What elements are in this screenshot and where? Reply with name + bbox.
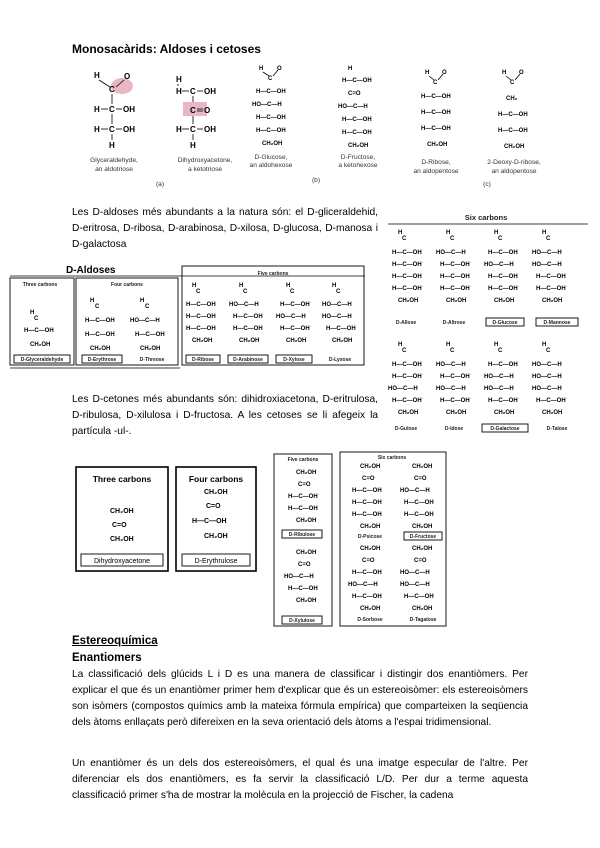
svg-text:C=O: C=O (362, 558, 375, 564)
svg-text:H—C—OH: H—C—OH (352, 512, 382, 518)
svg-text:HO—C—H: HO—C—H (322, 302, 352, 308)
fructose-caption: D-Fructose, (340, 154, 376, 161)
svg-text:C: C (109, 105, 115, 114)
svg-text:H—C—OH: H—C—OH (421, 94, 451, 100)
svg-text:CH₂OH: CH₂OH (296, 518, 317, 524)
svg-text:OH: OH (123, 125, 135, 134)
glucose-subcaption: an aldohexose (249, 162, 293, 169)
svg-text:H: H (176, 87, 182, 96)
svg-text:H—C—OH: H—C—OH (186, 302, 216, 308)
svg-text:C: C (510, 80, 515, 86)
figure-d-ketoses (72, 450, 462, 635)
svg-text:HO—C—H: HO—C—H (436, 386, 466, 392)
svg-text:H—C—OH: H—C—OH (392, 362, 422, 368)
svg-text:H: H (502, 70, 507, 76)
aldose-name-gulose: D-Gulose (394, 426, 418, 432)
figure-d-aldoses (10, 262, 370, 372)
svg-text:HO—C—H: HO—C—H (400, 570, 430, 576)
ketose-name-sorbose: D-Sorbose (357, 617, 383, 623)
svg-text:CH₂OH: CH₂OH (446, 298, 467, 304)
svg-text:CH₂OH: CH₂OH (360, 524, 381, 530)
aldose-name-erythrose: D-Erythrose (87, 357, 117, 363)
svg-text:C: C (402, 236, 407, 242)
aldose-name-talose: D-Talose (546, 426, 568, 432)
svg-text:CH₂OH: CH₂OH (412, 606, 433, 612)
aldose-name-altrose: D-Altrose (442, 320, 466, 326)
svg-text:CH₂OH: CH₂OH (360, 546, 381, 552)
svg-text:C=O: C=O (206, 503, 221, 510)
svg-text:H: H (239, 283, 244, 289)
svg-text:CH₂OH: CH₂OH (446, 410, 467, 416)
svg-text:CH₂OH: CH₂OH (110, 536, 134, 543)
svg-text:HO—C—H: HO—C—H (436, 362, 466, 368)
svg-text:H—C—OH: H—C—OH (536, 286, 566, 292)
svg-text:C: C (196, 289, 201, 295)
svg-text:H—C—OH: H—C—OH (342, 130, 372, 136)
svg-text:H—C—OH: H—C—OH (488, 274, 518, 280)
paragraph-aldoses: Les D-aldoses més abundants a la natura són: el D-gliceraldehid, D-eritrosa, D-ribosa, D-arabinosa, D-xilosa, D-glucosa, D-manosa i D-galactosa (72, 207, 378, 250)
svg-text:H—C—OH: H—C—OH (85, 318, 115, 324)
svg-text:H—C—OH: H—C—OH (186, 314, 216, 320)
svg-text:HO—C—H: HO—C—H (252, 102, 282, 108)
svg-text:CH₂OH: CH₂OH (412, 546, 433, 552)
svg-text:H—C—OH: H—C—OH (326, 326, 356, 332)
svg-text:HO—C—H: HO—C—H (322, 314, 352, 320)
svg-text:O: O (519, 70, 524, 76)
svg-text:H: H (425, 70, 430, 76)
svg-text:C: C (402, 348, 407, 354)
svg-text:C: C (268, 76, 273, 82)
svg-text:CH₂OH: CH₂OH (286, 338, 307, 344)
svg-text:CH₂: CH₂ (506, 96, 518, 102)
svg-text:H—C—OH: H—C—OH (352, 488, 382, 494)
svg-text:H: H (494, 342, 499, 348)
aldose-name-arabinose: D-Arabinose (233, 357, 263, 363)
fructose-subcaption: a ketohexose (338, 162, 378, 169)
svg-text:H—C—OH: H—C—OH (288, 586, 318, 592)
svg-text:H: H (259, 66, 264, 72)
svg-text:H—C—OH: H—C—OH (404, 512, 434, 518)
svg-text:H: H (176, 75, 182, 84)
glucose-structure (252, 66, 286, 147)
ketoses-three-title: Three carbons (92, 474, 152, 484)
ribose-subcaption: an aldopentose (413, 168, 459, 175)
svg-text:C: C (243, 289, 248, 295)
svg-text:H—C—OH: H—C—OH (186, 326, 216, 332)
svg-text:CH₂OH: CH₂OH (360, 606, 381, 612)
svg-text:H—C—OH: H—C—OH (256, 89, 286, 95)
svg-text:C: C (290, 289, 295, 295)
svg-text:H: H (192, 283, 197, 289)
svg-text:H: H (109, 141, 115, 150)
aldoses-five-title: Five carbons (257, 271, 289, 277)
svg-text:H—C—OH: H—C—OH (392, 374, 422, 380)
svg-text:H—C—OH: H—C—OH (352, 570, 382, 576)
aldose-name-ribose: D-Ribose (192, 357, 214, 363)
aldose-name-glyceraldehyde: D-Glyceraldehyde (20, 357, 64, 363)
figure-six-carbon-aldoses (388, 210, 588, 440)
svg-text:CH₂OH: CH₂OH (192, 338, 213, 344)
svg-text:C: C (109, 85, 115, 94)
svg-text:H—C—OH: H—C—OH (440, 374, 470, 380)
svg-text:H: H (542, 342, 547, 348)
svg-text:OH: OH (204, 125, 216, 134)
svg-text:H—C—OH: H—C—OH (342, 78, 372, 84)
svg-text:H: H (286, 283, 291, 289)
ketose-name-psicose: D-Psicose (357, 534, 383, 540)
svg-text:C=O: C=O (414, 476, 427, 482)
ketose-name-tagatose: D-Tagatose (409, 617, 437, 623)
svg-text:C: C (95, 304, 100, 310)
svg-text:OH: OH (204, 87, 216, 96)
svg-text:C: C (450, 348, 455, 354)
svg-text:HO—C—H: HO—C—H (400, 488, 430, 494)
svg-text:C=O: C=O (414, 558, 427, 564)
svg-text:HO—C—H: HO—C—H (484, 262, 514, 268)
ketose-name-ribulose: D-Ribulose (288, 532, 316, 538)
svg-text:H—C—OH: H—C—OH (488, 398, 518, 404)
svg-text:H—C—OH: H—C—OH (488, 250, 518, 256)
svg-text:H—C—OH: H—C—OH (421, 126, 451, 132)
figure-monosaccharide-examples (72, 62, 542, 197)
svg-text:H: H (332, 283, 337, 289)
svg-text:H—C—OH: H—C—OH (233, 314, 263, 320)
svg-text:O: O (277, 66, 282, 72)
svg-text:H: H (542, 230, 547, 236)
svg-text:CH₂OH: CH₂OH (542, 298, 563, 304)
svg-text:H—C—OH: H—C—OH (280, 302, 310, 308)
svg-text:O: O (124, 72, 131, 81)
svg-text:H: H (446, 230, 451, 236)
svg-text:H—C—OH: H—C—OH (192, 518, 227, 525)
svg-text:H: H (398, 230, 403, 236)
svg-text:C=O: C=O (112, 522, 127, 529)
svg-text:CH₂OH: CH₂OH (239, 338, 260, 344)
svg-text:H: H (494, 230, 499, 236)
svg-text:C: C (546, 236, 551, 242)
ketoses-five-title: Five carbons (287, 457, 319, 463)
svg-text:H—C—OH: H—C—OH (536, 274, 566, 280)
ketoses-four-title: Four carbons (188, 474, 244, 484)
svg-text:C: C (546, 348, 551, 354)
svg-text:H—C—OH: H—C—OH (440, 398, 470, 404)
svg-text:H: H (90, 298, 95, 304)
svg-text:HO—C—H: HO—C—H (229, 302, 259, 308)
aldoses-six-title: Six carbons (464, 213, 508, 222)
figure-label-c: (c) (483, 181, 491, 188)
ketoses-six-title: Six carbons (377, 455, 407, 461)
figure-label-b: (b) (311, 177, 321, 184)
svg-text:H: H (94, 71, 100, 80)
svg-text:H—C—OH: H—C—OH (440, 262, 470, 268)
svg-text:CH₂OH: CH₂OH (504, 144, 525, 150)
svg-text:CH₂OH: CH₂OH (542, 410, 563, 416)
deoxyribose-caption: 2-Deoxy-D-ribose, (487, 159, 541, 166)
svg-text:H: H (398, 342, 403, 348)
ribose-structure (421, 70, 451, 148)
svg-text:CH₂OH: CH₂OH (296, 550, 317, 556)
svg-text:C=O: C=O (348, 91, 361, 97)
svg-text:H—C—OH: H—C—OH (342, 117, 372, 123)
svg-text:H—C—OH: H—C—OH (392, 262, 422, 268)
svg-text:C: C (190, 87, 196, 96)
aldose-name-glucose: D-Glucose (492, 320, 518, 326)
svg-text:H—C—OH: H—C—OH (352, 500, 382, 506)
svg-text:CH₂OH: CH₂OH (296, 470, 317, 476)
svg-text:H: H (94, 105, 100, 114)
ketose-name-fructose: D-Fructose (409, 534, 437, 540)
svg-text:CH₂OH: CH₂OH (332, 338, 353, 344)
svg-text:HO—C—H: HO—C—H (338, 104, 368, 110)
svg-text:H—C—OH: H—C—OH (280, 326, 310, 332)
svg-text:OH: OH (123, 105, 135, 114)
section-heading-stereochemistry: Estereoquímica (72, 635, 158, 647)
svg-text:H—C—OH: H—C—OH (85, 332, 115, 338)
ketose-name-dihydroxyacetone: Dihydroxyacetone (93, 558, 151, 565)
ribose-caption: D-Ribose, (421, 159, 451, 166)
svg-text:C: C (433, 80, 438, 86)
aldoses-four-title: Four carbons (111, 282, 143, 288)
svg-text:CH₂OH: CH₂OH (204, 489, 228, 496)
svg-text:H—C—OH: H—C—OH (498, 128, 528, 134)
svg-text:CH₂OH: CH₂OH (296, 598, 317, 604)
svg-text:C: C (145, 304, 150, 310)
aldoses-heading: D-Aldoses (66, 265, 116, 276)
svg-text:H: H (140, 298, 145, 304)
svg-text:HO—C—H: HO—C—H (400, 582, 430, 588)
svg-text:C: C (450, 236, 455, 242)
svg-text:HO—C—H: HO—C—H (484, 386, 514, 392)
svg-text:H—C—OH: H—C—OH (404, 594, 434, 600)
svg-text:C=O: C=O (298, 562, 311, 568)
glyceraldehyde-subcaption: an aldotriose (95, 166, 133, 173)
svg-text:HO—C—H: HO—C—H (276, 314, 306, 320)
svg-text:H—C—OH: H—C—OH (256, 115, 286, 121)
svg-text:C: C (336, 289, 341, 295)
svg-text:CH₂OH: CH₂OH (427, 142, 448, 148)
aldose-name-xylose: D-Xylose (283, 357, 305, 363)
svg-text:HO—C—H: HO—C—H (532, 374, 562, 380)
svg-text:CH₂OH: CH₂OH (90, 346, 111, 352)
svg-text:H—C—OH: H—C—OH (288, 506, 318, 512)
svg-text:H: H (176, 125, 182, 134)
svg-text:H—C—OH: H—C—OH (421, 110, 451, 116)
deoxyribose-structure (498, 70, 528, 150)
aldose-name-idose: D-Idose (444, 426, 464, 432)
glyceraldehyde-structure (94, 71, 135, 150)
svg-text:H: H (94, 125, 100, 134)
dihydroxyacetone-structure (176, 75, 216, 150)
svg-text:H—C—OH: H—C—OH (488, 362, 518, 368)
ketose-name-erythrulose: D-Erythrulose (194, 558, 238, 565)
svg-text:H—C—OH: H—C—OH (24, 328, 54, 334)
svg-text:CH₂OH: CH₂OH (412, 464, 433, 470)
svg-text:H—C—OH: H—C—OH (392, 398, 422, 404)
svg-text:HO—C—H: HO—C—H (532, 362, 562, 368)
svg-text:CH₂OH: CH₂OH (360, 464, 381, 470)
svg-text:H—C—OH: H—C—OH (392, 286, 422, 292)
aldose-name-threose: D-Threose (139, 357, 165, 363)
svg-text:H—C—OH: H—C—OH (233, 326, 263, 332)
svg-text:O: O (204, 106, 211, 115)
aldose-name-galactose: D-Galactose (490, 426, 520, 432)
svg-text:CH₂OH: CH₂OH (494, 410, 515, 416)
svg-text:C: C (34, 316, 39, 322)
svg-text:CH₂OH: CH₂OH (30, 342, 51, 348)
svg-text:C: C (109, 125, 115, 134)
svg-text:CH₂OH: CH₂OH (348, 143, 369, 149)
svg-text:HO—C—H: HO—C—H (484, 374, 514, 380)
svg-text:C: C (190, 125, 196, 134)
svg-text:C=O: C=O (298, 482, 311, 488)
svg-text:H: H (190, 141, 196, 150)
dihydroxyacetone-caption: Dihydroxyacetone, (177, 157, 233, 164)
svg-text:H: H (30, 310, 35, 316)
svg-text:HO—C—H: HO—C—H (532, 262, 562, 268)
svg-text:CH₂OH: CH₂OH (494, 298, 515, 304)
aldose-name-mannose: D-Mannose (543, 320, 571, 326)
svg-text:H—C—OH: H—C—OH (440, 286, 470, 292)
svg-text:HO—C—H: HO—C—H (130, 318, 160, 324)
svg-text:C: C (498, 348, 503, 354)
page-title: Monosacàrids: Aldoses i cetoses (72, 42, 261, 56)
paragraph-enantiomers-2: Un enantiòmer és un dels dos estereoisòmers, el qual és una imatge especular de l'altre. Per diferenciar els dos enantiòmers, es fa servir la classificació L/D. Per dur a terme aquesta classificació primer s'ha de mostrar la molècula en la projecció de Fischer, la cadena (72, 758, 528, 801)
svg-text:C: C (498, 236, 503, 242)
ketose-name-xylulose: D-Xylulose (289, 618, 315, 624)
svg-text:H—C—OH: H—C—OH (440, 274, 470, 280)
svg-text:O: O (442, 70, 447, 76)
aldose-name-allose: D-Allose (395, 320, 417, 326)
subsection-heading-enantiomers: Enantiomers (72, 652, 142, 664)
svg-text:H: H (446, 342, 451, 348)
svg-text:H—C—OH: H—C—OH (288, 494, 318, 500)
svg-text:HO—C—H: HO—C—H (284, 574, 314, 580)
svg-text:CH₂OH: CH₂OH (398, 298, 419, 304)
svg-text:CH₂OH: CH₂OH (398, 410, 419, 416)
dihydroxyacetone-subcaption: a ketotriose (187, 166, 223, 173)
svg-text:H—C—OH: H—C—OH (404, 500, 434, 506)
svg-text:H—C—OH: H—C—OH (536, 398, 566, 404)
svg-text:H—C—OH: H—C—OH (488, 286, 518, 292)
svg-text:CH₂OH: CH₂OH (412, 524, 433, 530)
svg-text:CH₂OH: CH₂OH (204, 533, 228, 540)
svg-text:H—C—OH: H—C—OH (135, 332, 165, 338)
svg-text:CH₂OH: CH₂OH (110, 508, 134, 515)
svg-text:CH₂OH: CH₂OH (262, 141, 283, 147)
svg-text:CH₂OH: CH₂OH (140, 346, 161, 352)
aldose-name-lyxose: D-Lyxose (328, 357, 352, 363)
svg-text:H—C—OH: H—C—OH (256, 128, 286, 134)
fructose-structure (338, 66, 372, 149)
figure-label-a: (a) (155, 181, 165, 188)
svg-text:H—C—OH: H—C—OH (392, 250, 422, 256)
paragraph-enantiomers-1: La classificació dels glúcids L i D es una manera de classificar i distingir dos enantiòmers. Per explicar el que és un enantiòmer primer hem d'explicar que és un estereoisòmer: els estereoisòmers son isòmers (compostos químics amb la mateixa fórmula empírica) que comparteixen la seqüencia dels àtoms enllaçats però difereixen en la seva orientació dels àtoms a l'espai tridimensional. (72, 669, 528, 728)
svg-text:HO—C—H: HO—C—H (348, 582, 378, 588)
svg-text:HO—C—H: HO—C—H (436, 250, 466, 256)
deoxyribose-subcaption: an aldopentose (491, 168, 537, 175)
svg-text:HO—C—H: HO—C—H (388, 386, 418, 392)
svg-text:H—C—OH: H—C—OH (352, 594, 382, 600)
svg-text:H—C—OH: H—C—OH (392, 274, 422, 280)
svg-text:HO—C—H: HO—C—H (532, 386, 562, 392)
paragraph-ketoses: Les D-cetones més abundants són: dihidroxiacetona, D-eritrulosa, D-ribulosa, D-xilulosa i D-fructosa. A les cetoses se li afegeix la partícula -ul-. (72, 394, 378, 437)
svg-text:C=O: C=O (362, 476, 375, 482)
svg-text:H—C—OH: H—C—OH (498, 112, 528, 118)
svg-text:H: H (348, 66, 353, 72)
glucose-caption: D-Glucose, (254, 154, 288, 161)
svg-text:C: C (190, 106, 196, 115)
svg-text:HO—C—H: HO—C—H (532, 250, 562, 256)
aldoses-three-title: Three carbons (22, 282, 58, 288)
glyceraldehyde-caption: Glyceraldehyde, (90, 157, 138, 164)
